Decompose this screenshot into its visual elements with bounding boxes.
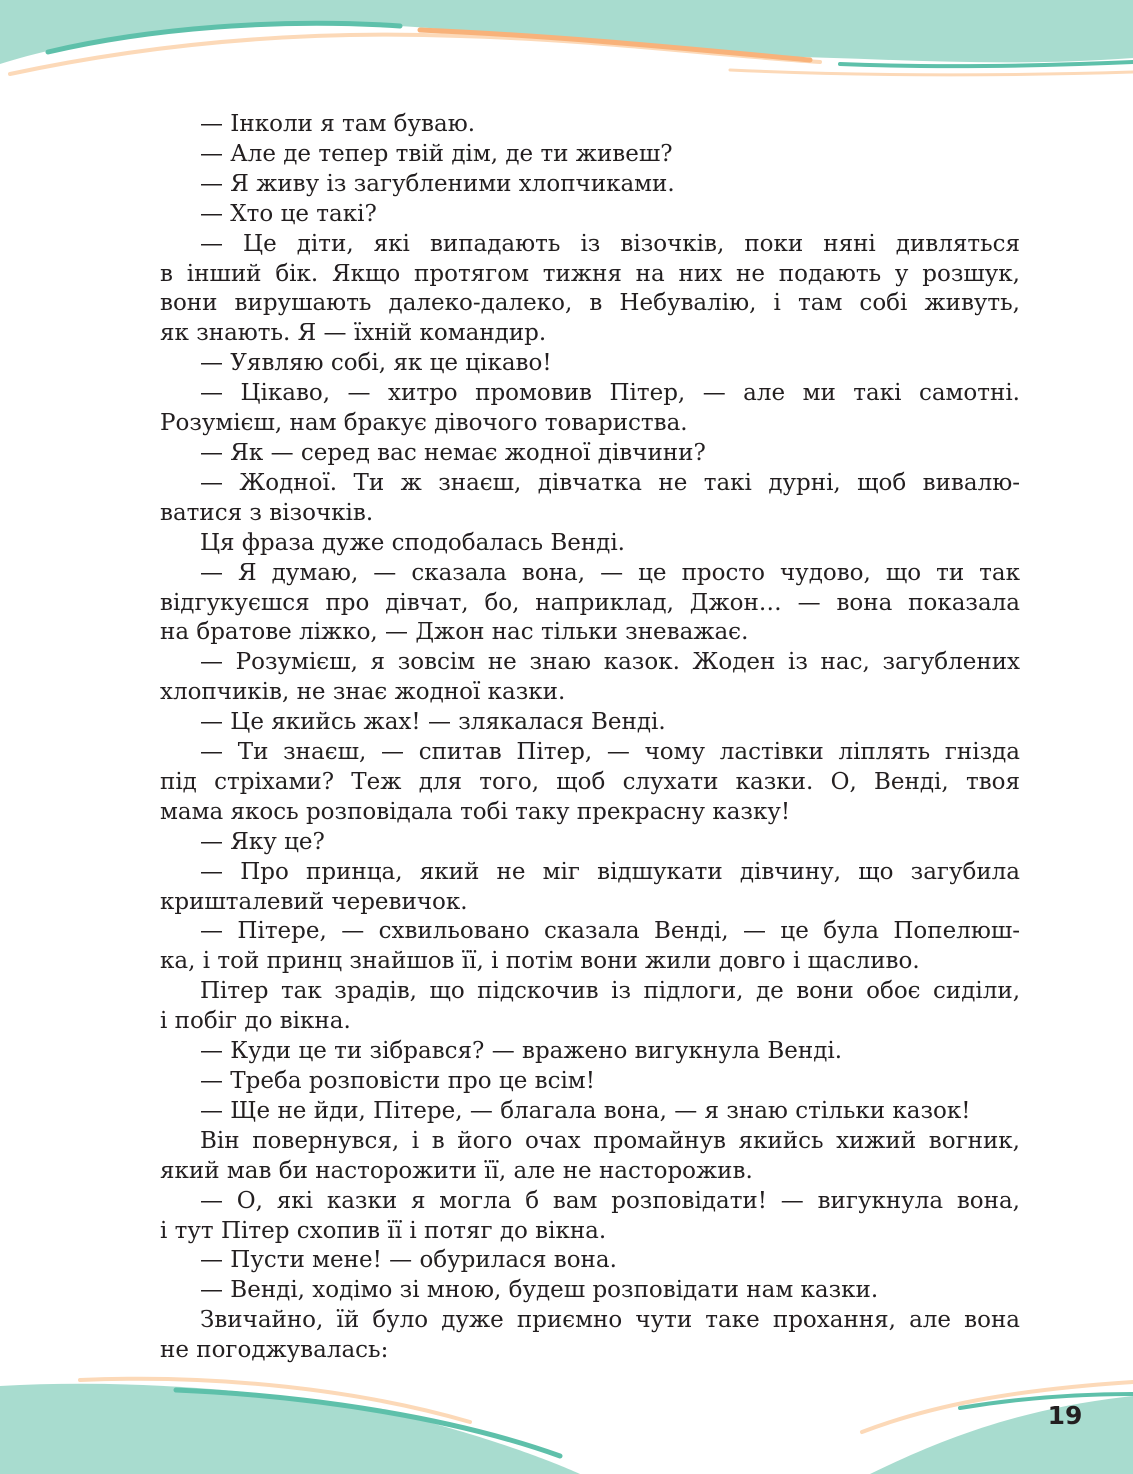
- text-line: і тут Пітер схопив її і потяг до вікна.: [160, 1217, 607, 1244]
- text-line: ватися з візочків.: [160, 499, 374, 526]
- text-line: — О, які казки я могла б вам розповідати! — вигукнула вона,: [200, 1187, 1020, 1214]
- text-line: — Пітере, — схвильовано сказала Венді, — це була Попелюш-: [200, 918, 1020, 945]
- top-wave-teal-right-line: [840, 62, 1133, 66]
- text-line: який мав би насторожити її, але не насторожив.: [160, 1157, 753, 1184]
- text-line: — Це якийсь жах! — злякалася Венді.: [200, 709, 666, 736]
- text-line: Він повернувся, і в його очах промайнув якийсь хижий вогник,: [200, 1127, 1020, 1154]
- text-line: Розумієш, нам бракує дівочого товариства.: [160, 410, 688, 437]
- text-line: — Пусти мене! — обурилася вона.: [200, 1247, 617, 1274]
- text-line: — Я живу із загубленими хлопчиками.: [200, 170, 675, 197]
- text-line: відгукуєшся про дівчат, бо, наприклад, Джон… — вона показала: [160, 589, 1020, 616]
- text-line: ка, і той принц знайшов її, і потім вони жили довго і щасливо.: [160, 948, 920, 975]
- text-line: — Венді, ходімо зі мною, будеш розповідати нам казки.: [200, 1277, 879, 1304]
- text-line: — Але де тепер твій дім, де ти живеш?: [200, 140, 673, 167]
- text-line: — Це діти, які випадають із візочків, поки няні дивляться: [200, 230, 1020, 257]
- text-line: — Уявляю собі, як це цікаво!: [200, 350, 552, 377]
- text-line: — Розумієш, я зовсім не знаю казок. Жоден із нас, загублених: [200, 649, 1020, 676]
- text-line: вони вирушають далеко-далеко, в Небувалію, і там собі живуть,: [160, 290, 1020, 317]
- text-line: — Хто це такі?: [200, 200, 377, 227]
- text-line: — Жодної. Ти ж знаєш, дівчатка не такі дурні, щоб вивалю-: [200, 469, 1020, 496]
- text-line: — Інколи я там буваю.: [200, 111, 476, 137]
- story-text: [160, 110, 1020, 1366]
- text-line: в інший бік. Якщо протягом тижня на них не подають у розшук,: [160, 260, 1020, 287]
- text-line: — Про принца, який не міг відшукати дівчину, що загубила: [200, 858, 1020, 885]
- text-line: — Треба розповісти про це всім!: [200, 1068, 595, 1094]
- text-line: — Цікаво, — хитро промовив Пітер, — але ми такі самотні.: [200, 380, 1020, 407]
- text-line: хлопчиків, не знає жодної казки.: [160, 679, 566, 706]
- top-wave-decoration: [0, 0, 1133, 90]
- text-line: на братове ліжко, — Джон нас тільки зневажає.: [160, 619, 749, 646]
- text-line: кришталевий черевичок.: [160, 888, 468, 915]
- text-line: Пітер так зрадів, що підскочив із підлоги, де вони обоє сиділи,: [200, 978, 1020, 1005]
- text-line: не погоджувалась:: [160, 1337, 389, 1364]
- top-wave-peach-right-line: [730, 70, 1133, 75]
- text-line: — Ти знаєш, — спитав Пітер, — чому ластівки ліплять гнізда: [200, 739, 1020, 766]
- text-line: — Ще не йди, Пітере, — благала вона, — я знаю стільки казок!: [200, 1097, 971, 1124]
- text-line: Ця фраза дуже сподобалась Венді.: [200, 529, 625, 556]
- bottom-wave-decoration: [0, 1360, 1133, 1474]
- text-line: — Я думаю, — сказала вона, — це просто чудово, що ти так: [200, 559, 1020, 586]
- page-number: 19: [1047, 1401, 1083, 1430]
- text-line: — Яку це?: [200, 828, 325, 855]
- text-line: — Куди це ти зібрався? — вражено вигукнула Венді.: [200, 1038, 843, 1065]
- text-line: як знають. Я — їхній командир.: [160, 320, 547, 347]
- text-line: Звичайно, їй було дуже приємно чути таке прохання, але вона: [200, 1307, 1020, 1334]
- text-line: — Як — серед вас немає жодної дівчини?: [200, 439, 706, 466]
- text-line: мама якось розповідала тобі таку прекрасну казку!: [160, 798, 791, 825]
- text-line: і побіг до вікна.: [160, 1008, 351, 1035]
- text-line: під стріхами? Теж для того, щоб слухати казки. О, Венді, твоя: [160, 768, 1020, 795]
